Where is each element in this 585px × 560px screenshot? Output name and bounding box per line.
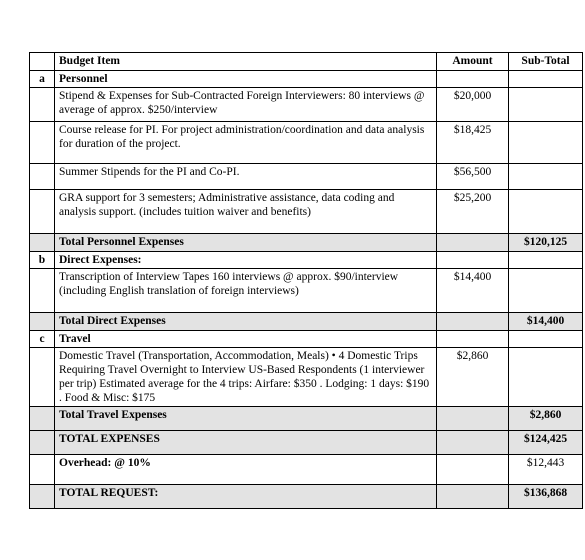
- section-title: Direct Expenses:: [55, 252, 437, 269]
- budget-item-text: Summer Stipends for the PI and Co-PI.: [55, 164, 437, 190]
- empty-cell: [30, 122, 55, 164]
- section-row-direct: [30, 252, 583, 269]
- section-title: Travel: [55, 331, 437, 348]
- total-row-request: [30, 485, 583, 509]
- empty-cell: [509, 71, 583, 88]
- empty-cell: [509, 122, 583, 164]
- empty-cell: [30, 407, 55, 431]
- empty-cell: [509, 164, 583, 190]
- amount-cell: $2,860: [437, 348, 509, 407]
- section-title: Personnel: [55, 71, 437, 88]
- empty-cell: [30, 164, 55, 190]
- empty-cell: [30, 455, 55, 485]
- header-row: [30, 53, 583, 71]
- overhead-row: [30, 455, 583, 485]
- empty-cell: [30, 485, 55, 509]
- amount-cell: $20,000: [437, 88, 509, 122]
- header-budget-item: Budget Item: [55, 53, 437, 71]
- section-letter: b: [30, 252, 55, 269]
- empty-cell: [437, 485, 509, 509]
- empty-cell: [437, 252, 509, 269]
- budget-item-text: GRA support for 3 semesters; Administrative assistance, data coding and analysis support. (includes tuition waiver and benefits): [55, 190, 437, 234]
- empty-cell: [509, 88, 583, 122]
- section-row-personnel: [30, 71, 583, 88]
- total-row-direct: [30, 313, 583, 331]
- total-row-personnel: [30, 234, 583, 252]
- empty-cell: [437, 313, 509, 331]
- section-letter: c: [30, 331, 55, 348]
- budget-item-text: Course release for PI. For project administration/coordination and data analysis for duration of the project.: [55, 122, 437, 164]
- empty-cell: [437, 455, 509, 485]
- amount-cell: $56,500: [437, 164, 509, 190]
- budget-table: [29, 52, 583, 509]
- subtotal-value: $136,868: [509, 485, 583, 509]
- empty-cell: [30, 88, 55, 122]
- empty-cell: [509, 331, 583, 348]
- header-amount: Amount: [437, 53, 509, 71]
- budget-item-text: Stipend & Expenses for Sub-Contracted Foreign Interviewers: 80 interviews @ average of approx. $250/interview: [55, 88, 437, 122]
- empty-cell: [30, 269, 55, 313]
- empty-cell: [437, 71, 509, 88]
- header-subtotal: Sub-Total: [509, 53, 583, 71]
- header-letter-cell: [30, 53, 55, 71]
- table-row: [30, 269, 583, 313]
- empty-cell: [30, 313, 55, 331]
- empty-cell: [30, 190, 55, 234]
- total-label: TOTAL REQUEST:: [55, 485, 437, 509]
- empty-cell: [509, 190, 583, 234]
- table-row: [30, 122, 583, 164]
- total-label: Overhead: @ 10%: [55, 455, 437, 485]
- empty-cell: [30, 431, 55, 455]
- budget-item-text: Domestic Travel (Transportation, Accommodation, Meals) • 4 Domestic Trips Requiring Travel Overnight to Interview US-Based Respondents (1 interviewer per trip) Estimated average for the 4 trips: Airfare: $350 . Lodging: 1 days: $190 . Food & Misc: $175: [55, 348, 437, 407]
- table-row: [30, 348, 583, 407]
- subtotal-value: $120,125: [509, 234, 583, 252]
- subtotal-value: $14,400: [509, 313, 583, 331]
- table-row: [30, 190, 583, 234]
- empty-cell: [509, 348, 583, 407]
- empty-cell: [509, 269, 583, 313]
- empty-cell: [30, 348, 55, 407]
- section-letter: a: [30, 71, 55, 88]
- amount-cell: $18,425: [437, 122, 509, 164]
- subtotal-value: $2,860: [509, 407, 583, 431]
- empty-cell: [437, 331, 509, 348]
- empty-cell: [30, 234, 55, 252]
- table-row: [30, 88, 583, 122]
- budget-item-text: Transcription of Interview Tapes 160 interviews @ approx. $90/interview (including English translation of foreign interviews): [55, 269, 437, 313]
- total-row-travel: [30, 407, 583, 431]
- total-label: Total Personnel Expenses: [55, 234, 437, 252]
- table-row: [30, 164, 583, 190]
- amount-cell: $14,400: [437, 269, 509, 313]
- subtotal-value: $12,443: [509, 455, 583, 485]
- empty-cell: [437, 234, 509, 252]
- subtotal-value: $124,425: [509, 431, 583, 455]
- empty-cell: [437, 431, 509, 455]
- amount-cell: $25,200: [437, 190, 509, 234]
- empty-cell: [509, 252, 583, 269]
- total-label: Total Travel Expenses: [55, 407, 437, 431]
- empty-cell: [437, 407, 509, 431]
- total-label: Total Direct Expenses: [55, 313, 437, 331]
- total-row-expenses: [30, 431, 583, 455]
- section-row-travel: [30, 331, 583, 348]
- total-label: TOTAL EXPENSES: [55, 431, 437, 455]
